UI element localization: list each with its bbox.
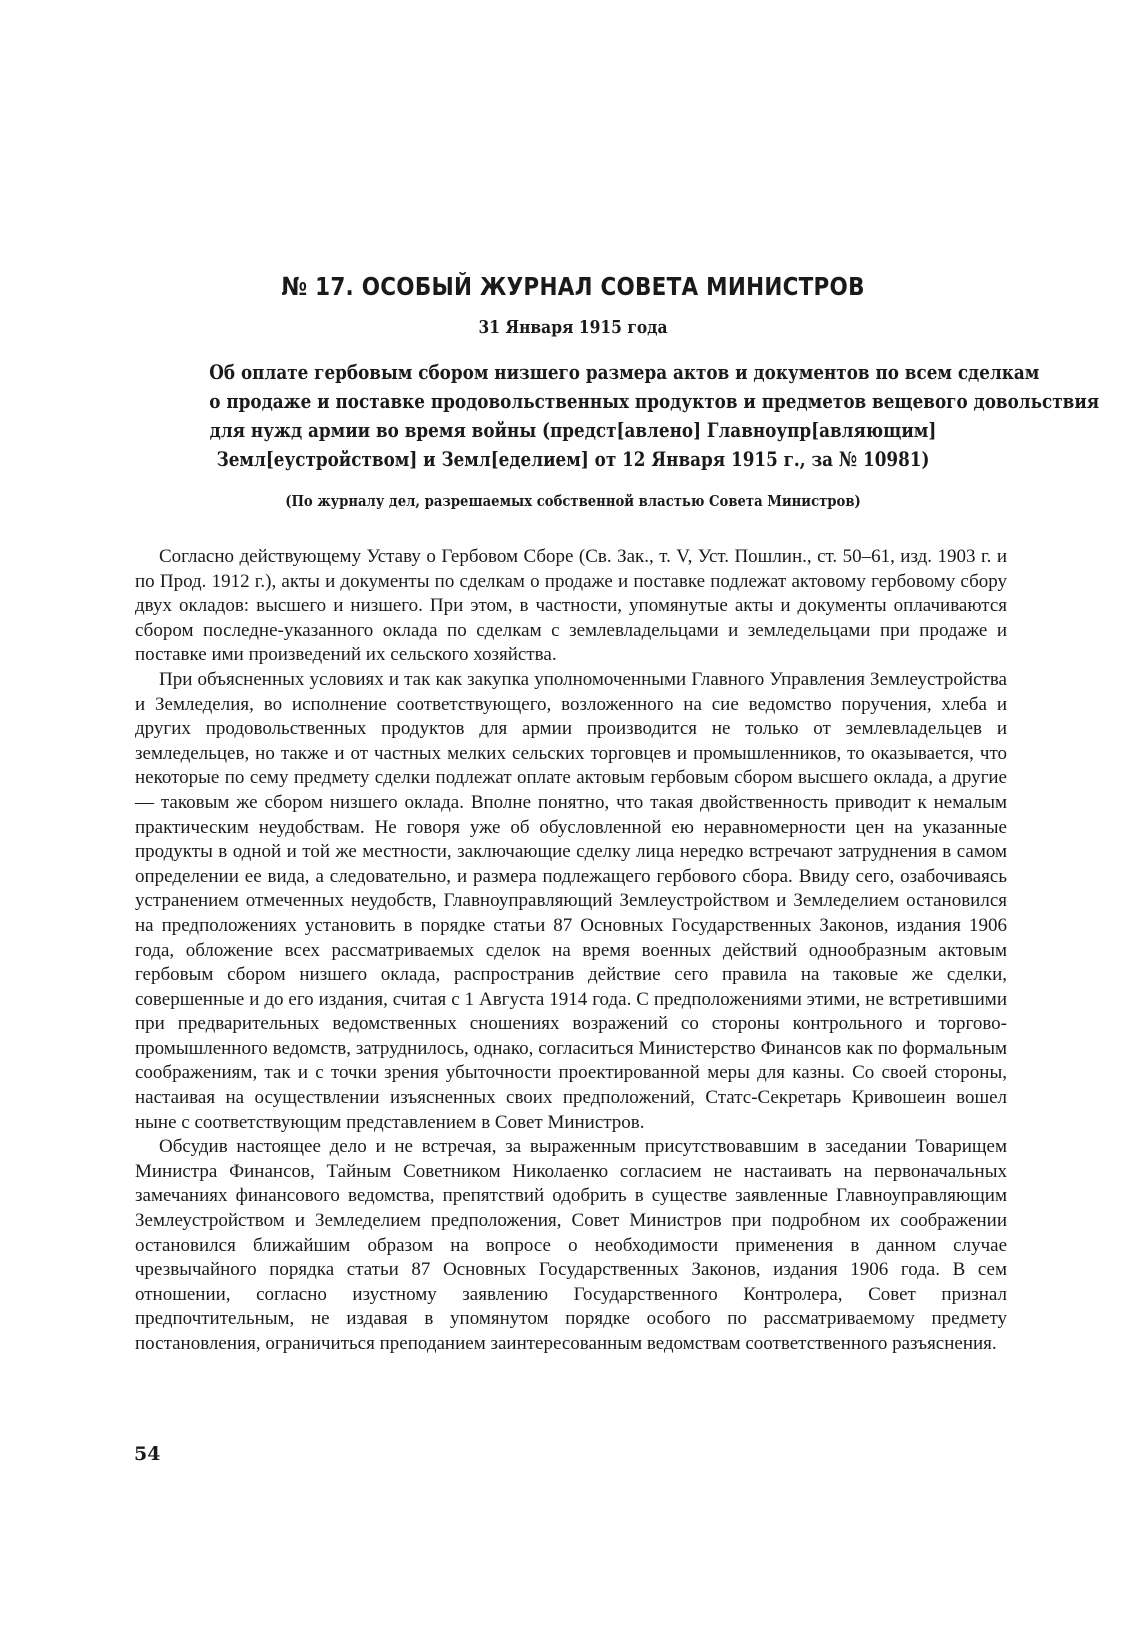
subject-line: о продаже и поставке продовольственных продуктов и предметов вещевого довольствия — [209, 389, 1100, 413]
source-note: (По журналу дел, разрешаемых собственной властью Совета Министров) — [285, 492, 861, 510]
body-paragraph: Обсудив настоящее дело и не встречая, за выраженным присутствовавшим в заседании Товарищем Министра Финансов, Тайным Советником Николаенко согласием не настаивать на первоначальных замечаниях финансового ведомства, препятствий одобрить в существе заявленные Главноуправляющим Землеустройством и Земледелием предположения, Совет Министров при подробном их соображении остановился ближайшим образом на вопросе о необходимости применения в данном случае чрезвычайного порядка статьи 87 Основных Государственных Законов, издания 1906 года. В сем отношении, согласно изустному заявлению Государственного Контролера, Совет признал предпочтительным, не издавая в упомянутом порядке особого по рассматриваемому предмету постановления, ограничиться преподанием заинтересованным ведомствам соответственного разъяснения. — [135, 1136, 1007, 1354]
body-paragraph: Согласно действующему Уставу о Гербовом Сборе (Св. Зак., т. V, Уст. Пошлин., ст. 50–61, изд. 1903 г. и по Прод. 1912 г.), акты и документы по сделкам о продаже и поставке подлежат актовому гербовому сбору двух окладов: высшего и низшего. При этом, в частности, упомянутые акты и документы оплачиваются сбором последне-указанного оклада по сделкам с землевладельцами и земледельцами при продаже и поставке ими произведений их сельского хозяйства. — [135, 546, 1007, 666]
document-body — [135, 545, 1007, 1357]
body-paragraph: При объясненных условиях и так как закупка уполномоченными Главного Управления Землеустройства и Земледелия, во исполнение соответствующего, возложенного на сие ведомство поручения, хлеба и других продовольственных продуктов для армии производится не только от землевладельцев и земледельцев, но также и от частных мелких сельских торговцев и промышленников, то оказывается, что некоторые по сему предмету сделки подлежат оплате актовым гербовым сбором высшего оклада, а другие — таковым же сбором низшего оклада. Вполне понятно, что такая двойственность приводит к немалым практическим неудобствам. Не говоря уже об обусловленной ею неравномерности цен на указанные продукты в одной и той же местности, заключающие сделку лица нередко встречают затруднения в самом определении ее вида, а следовательно, и размера подлежащего гербового сбора. Ввиду сего, озабочиваясь устранением отмеченных неудобств, Главноуправляющий Землеустройством и Земледелием остановился на предположениях установить в порядке статьи 87 Основных Государственных Законов, издания 1906 года, обложение всех рассматриваемых сделок на время военных действий однообразным актовым гербовым сбором низшего оклада, распространив действие сего правила на таковые же сделки, совершенные и до его издания, считая с 1 Августа 1914 года. С предположениями этими, не встретившими при предварительных ведомственных сношениях возражений со стороны контрольного и торгово-промышленного ведомств, затруднилось, однако, согласиться Министерство Финансов как по формальным соображениям, так и с точки зрения убыточности проектированной меры для казны. Со своей стороны, настаивая на осуществлении изъясненных своих предположений, Статс-Секретарь Кривошеин вошел ныне с соответствующим представлением в Совет Министров. — [135, 668, 1007, 1133]
document-subject — [140, 358, 1100, 474]
subject-line: Об оплате гербовым сбором низшего размера актов и документов по всем сделкам — [209, 360, 1040, 384]
document-date: 31 Января 1915 года — [478, 317, 668, 338]
page-number: 54 — [134, 1443, 161, 1465]
subject-line: для нужд армии во время войны (предст[авлено] Главноупр[авляющим] — [209, 418, 937, 442]
subject-line: Земл[еустройством] и Земл[еделием] от 12 Января 1915 г., за № 10981) — [216, 447, 930, 471]
document-title: № 17. ОСОБЫЙ ЖУРНАЛ СОВЕТА МИНИСТРОВ — [281, 272, 865, 301]
